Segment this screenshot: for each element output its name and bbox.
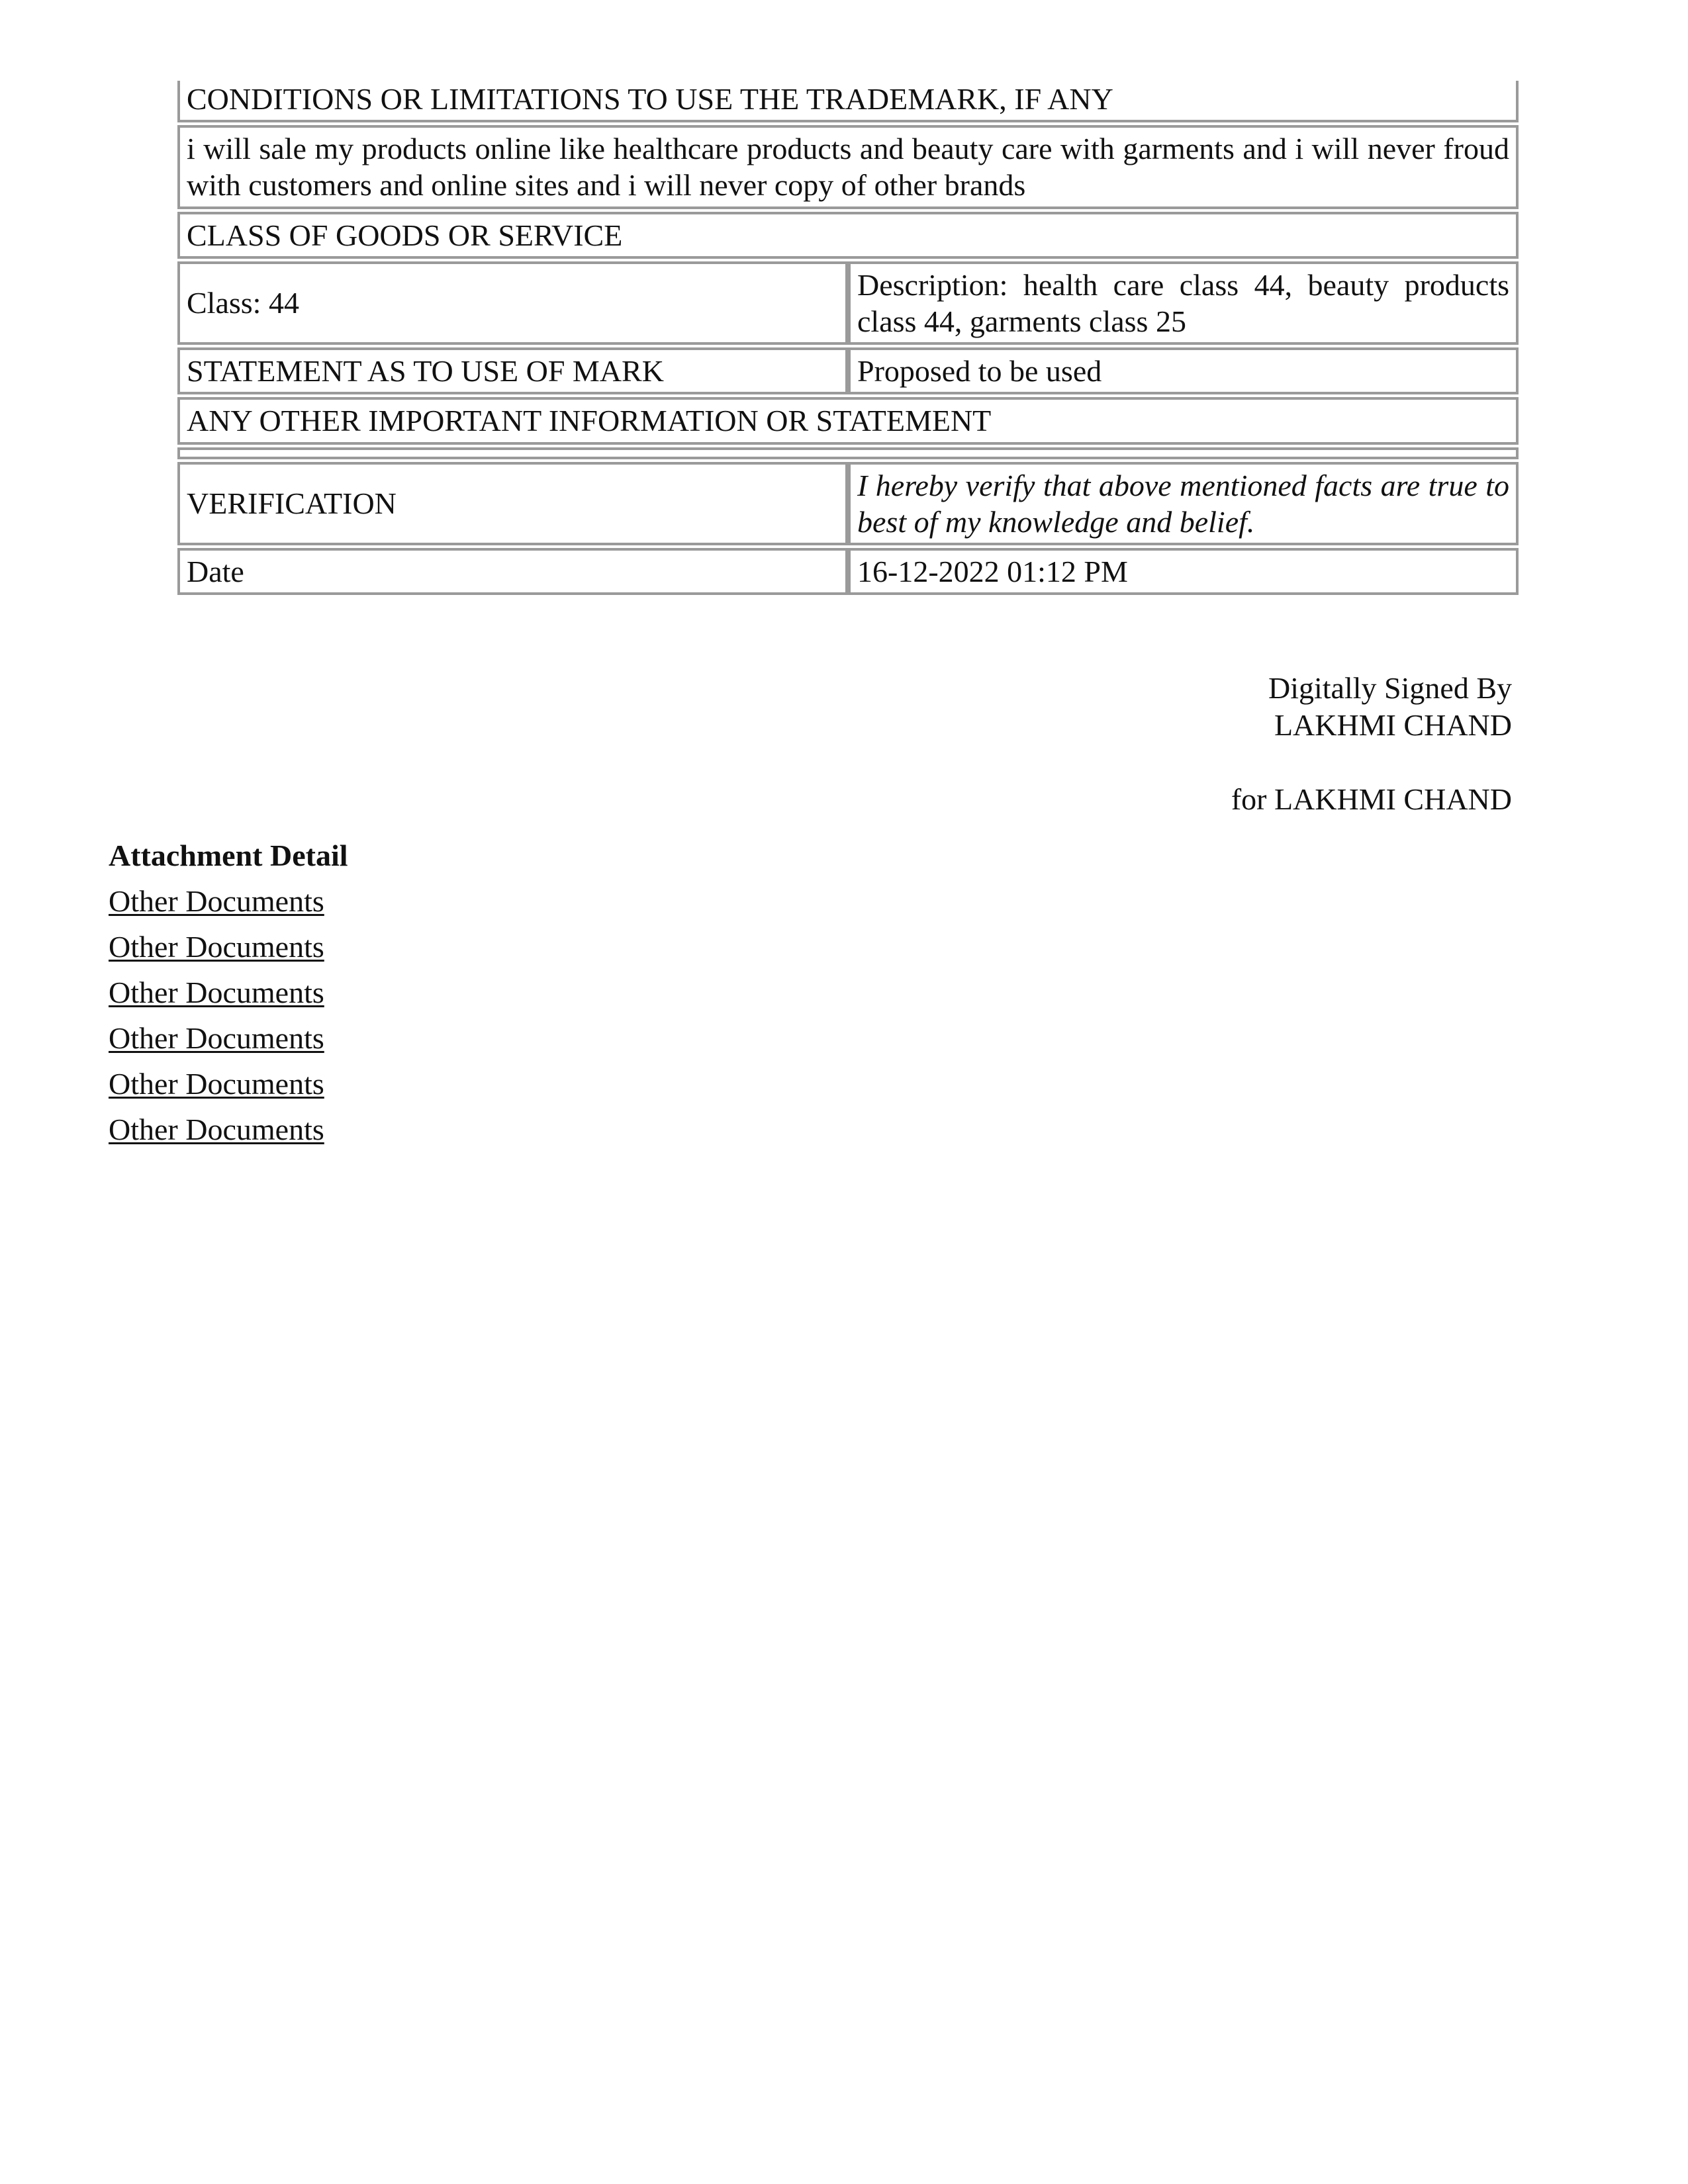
class-description: Description: health care class 44, beauty products class 44, garments class 25 <box>848 261 1519 345</box>
date-label: Date <box>177 548 848 595</box>
class-value: Class: 44 <box>177 261 848 345</box>
signature-spacer <box>1231 744 1512 781</box>
conditions-header: CONDITIONS OR LIMITATIONS TO USE THE TRADEMARK, IF ANY <box>177 81 1519 122</box>
attachment-link[interactable]: Other Documents <box>109 976 324 1009</box>
statement-value: Proposed to be used <box>848 347 1519 394</box>
attachment-heading: Attachment Detail <box>109 839 348 872</box>
attachment-link[interactable]: Other Documents <box>109 884 324 918</box>
attachment-link[interactable]: Other Documents <box>109 1067 324 1101</box>
conditions-text: i will sale my products online like healthcare products and beauty care with garments and i will never froud with customers and online sites and i will never copy of other brands <box>177 125 1519 208</box>
attachment-link[interactable]: Other Documents <box>109 1021 324 1055</box>
attachment-detail-section <box>109 833 348 1152</box>
date-value: 16-12-2022 01:12 PM <box>848 548 1519 595</box>
other-info-header: ANY OTHER IMPORTANT INFORMATION OR STATEMENT <box>177 397 1519 444</box>
signature-line-signed-by: Digitally Signed By <box>1268 671 1512 705</box>
signature-line-for: for LAKHMI CHAND <box>1231 782 1512 816</box>
class-of-goods-header: CLASS OF GOODS OR SERVICE <box>177 212 1519 259</box>
digital-signature-block <box>1231 670 1512 818</box>
statement-label: STATEMENT AS TO USE OF MARK <box>177 347 848 394</box>
other-info-text <box>177 447 1519 459</box>
attachment-link[interactable]: Other Documents <box>109 930 324 964</box>
verification-label: VERIFICATION <box>177 462 848 545</box>
verification-text: I hereby verify that above mentioned facts are true to best of my knowledge and belief. <box>848 462 1519 545</box>
attachment-link[interactable]: Other Documents <box>109 1113 324 1146</box>
trademark-details-table <box>177 78 1519 598</box>
signature-line-name: LAKHMI CHAND <box>1274 708 1512 742</box>
